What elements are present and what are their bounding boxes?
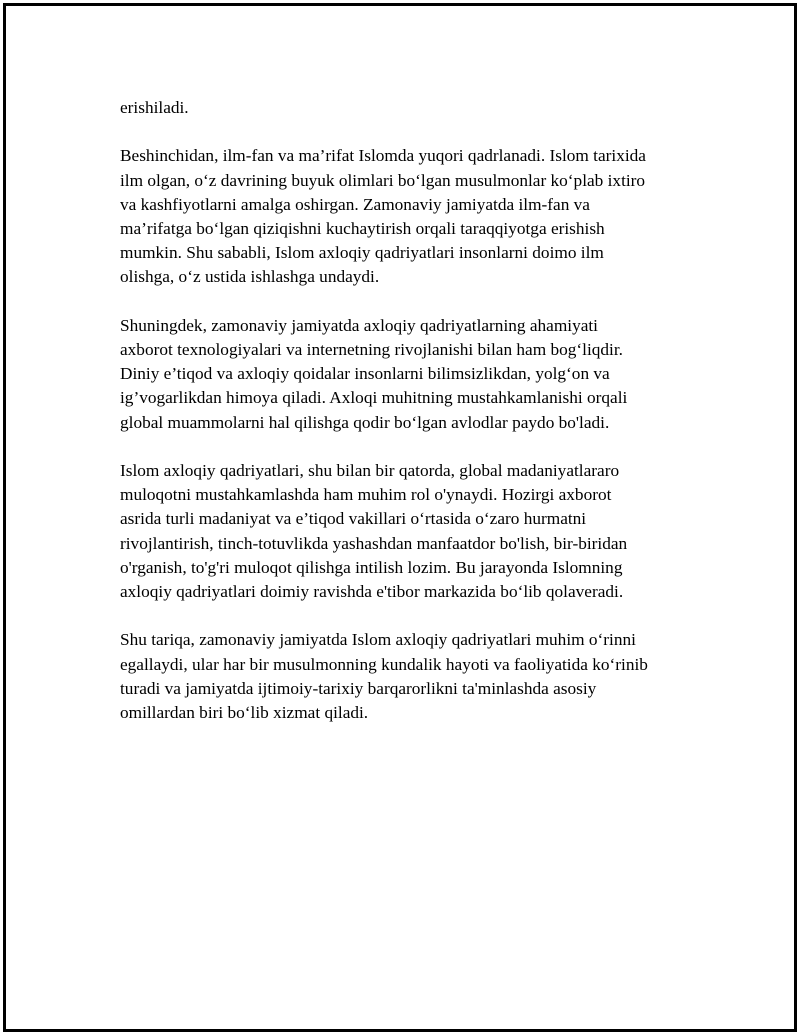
text-line: Shuningdek, zamonaviy jamiyatda axloqiy qadriyatlarning ahamiyati	[120, 315, 598, 335]
text-line: va kashfiyotlarni amalga oshirgan. Zamonaviy jamiyatda ilm-fan va	[120, 194, 590, 214]
text-line: Beshinchidan, ilm-fan va ma’rifat Islomda yuqori qadrlanadi. Islom tarixida	[120, 146, 646, 166]
page-border	[3, 3, 797, 1032]
text-line: o'rganish, to'g'ri muloqot qilishga intilish lozim. Bu jarayonda Islomning	[120, 557, 623, 577]
paragraph-5	[120, 628, 695, 725]
text-line: ma’rifatga bo‘lgan qiziqishni kuchaytirish orqali taraqqiyotga erishish	[120, 219, 605, 238]
text-line: mumkin. Shu sababli, Islom axloqiy qadriyatlari insonlarni doimo ilm	[120, 243, 604, 263]
text-line: muloqotni mustahkamlashda ham muhim rol o'ynaydi. Hozirgi axborot	[120, 485, 612, 505]
text-line: ig’vogarlikdan himoya qiladi. Axloqi muhitning mustahkamlanishi orqali	[120, 388, 628, 408]
text-line: axborot texnologiyalari va internetning rivojlanishi bilan ham bog‘liqdir.	[120, 340, 623, 359]
text-line: ilm olgan, o‘z davrining buyuk olimlari bo‘lgan musulmonlar ko‘plab ixtiro	[120, 170, 646, 190]
text-line: rivojlantirish, tinch-totuvlikda yashashdan manfaatdor bo'lish, bir-biridan	[120, 533, 628, 553]
paragraph-3	[120, 314, 695, 435]
text-line: asrida turli madaniyat va e’tiqod vakillari o‘rtasida o‘zaro hurmatni	[120, 509, 587, 529]
text-line: axloqiy qadriyatlari doimiy ravishda e'tibor markazida bo‘lib qolaveradi.	[120, 582, 624, 602]
text-line: Diniy e’tiqod va axloqiy qoidalar insonlarni bilimsizlikdan, yolg‘on va	[120, 364, 610, 384]
text-line: olishga, o‘z ustida ishlashga undaydi.	[120, 267, 380, 287]
text-line: erishiladi.	[120, 98, 189, 117]
paragraph-2	[120, 144, 695, 289]
text-line: Islom axloqiy qadriyatlari, shu bilan bir qatorda, global madaniyatlararo	[120, 461, 620, 480]
text-line: Shu tariqa, zamonaviy jamiyatda Islom axloqiy qadriyatlari muhim o‘rinni	[120, 630, 636, 650]
text-line: omillardan biri bo‘lib xizmat qiladi.	[120, 703, 369, 723]
paragraph-4	[120, 459, 695, 604]
text-line: global muammolarni hal qilishga qodir bo‘lgan avlodlar paydo bo'ladi.	[120, 412, 610, 432]
paragraph-1	[120, 96, 695, 120]
text-line: egallaydi, ular har bir musulmonning kundalik hayoti va faoliyatida ko‘rinib	[120, 654, 648, 674]
text-line: turadi va jamiyatda ijtimoiy-tarixiy barqarorlikni ta'minlashda asosiy	[120, 678, 597, 698]
document-body	[120, 96, 695, 749]
